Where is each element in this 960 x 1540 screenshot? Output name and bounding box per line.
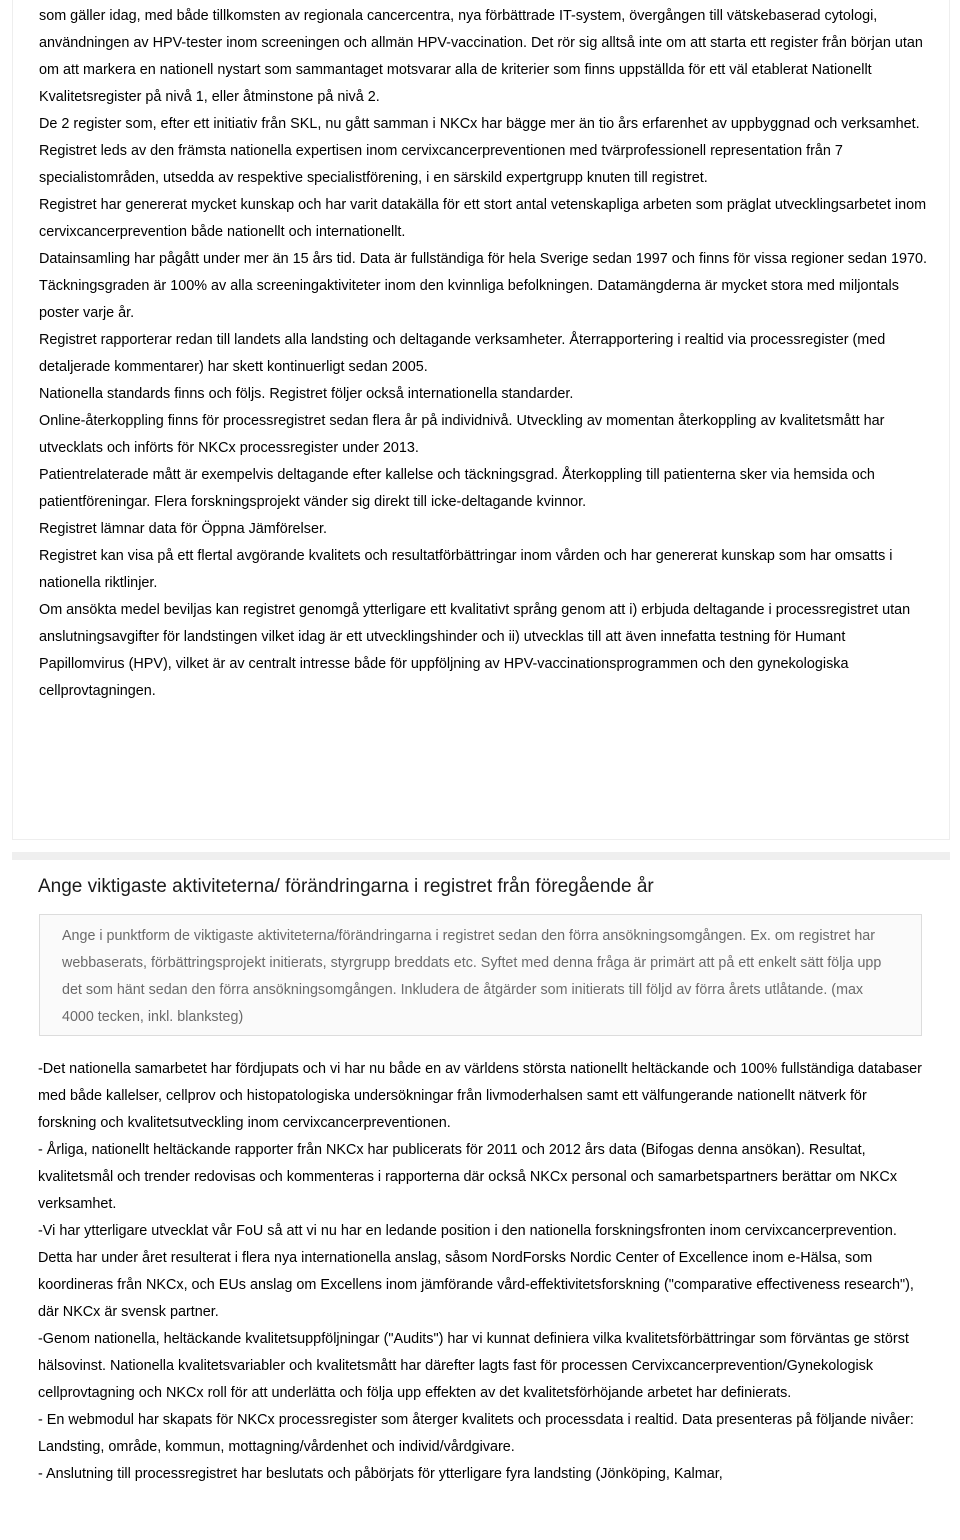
answer-paragraph: -Genom nationella, heltäckande kvalitetsuppföljningar ("Audits") har vi kunnat definiera vilka kvalitetsförbättringar som förväntas ge störst hälsovinst. Nationella kvalitetsvariabler och kvalitetsmått har därefter lagts fast för processen Cervixcancerprevention/Gynekologisk cellprovtagning och NKCx roll för att underlätta och följa upp effekten av det kvalitetsförhöjande arbetet har definierats.	[38, 1331, 909, 1401]
criteria-text-panel	[12, 0, 950, 840]
answer-paragraph: - En webmodul har skapats för NKCx processregister som återger kvalitets och processdata i realtid. Data presenteras på följande nivåer: Landsting, område, kommun, mottagning/vårdenhet och individ/vårdgivare.	[38, 1412, 914, 1455]
instruction-box	[39, 914, 922, 1036]
criteria-paragraph: Täckningsgraden är 100% av alla screeningaktiviteter inom den kvinnliga befolkningen. Datamängderna är mycket stora med miljontals poster varje år.	[39, 278, 899, 321]
criteria-paragraph: Om ansökta medel beviljas kan registret genomgå ytterligare ett kvalitativt språng genom att i) erbjuda deltagande i processregistret utan anslutningsavgifter för landstingen vilket idag är ett utvecklingshinder och ii) utvecklas till att även innefatta testning för Humant Papillomvirus (HPV), vilket är av centralt intresse både för uppföljning av HPV-vaccinationsprogrammen och den gynekologiska cellprovtagningen.	[39, 602, 911, 699]
criteria-paragraph: Registret lämnar data för Öppna Jämförelser.	[39, 521, 327, 537]
answer-paragraph: - Årliga, nationellt heltäckande rapporter från NKCx har publicerats för 2011 och 2012 års data (Bifogas denna ansökan). Resultat, kvalitetsmål och trender redovisas och kommenteras i rapporterna där också NKCx personal och samarbetspartners berättar om NKCx verksamhet.	[38, 1142, 898, 1212]
criteria-paragraph: Online-återkoppling finns för processregistret sedan flera år på individnivå. Utveckling av momentan återkoppling av kvalitetsmått har utvecklats och införts för NKCx processregister under 2013.	[39, 413, 885, 456]
activities-section	[12, 860, 950, 1540]
section-divider	[12, 852, 950, 860]
answer-paragraph: - Anslutning till processregistret har beslutats och påbörjats för ytterligare fyra landsting (Jönköping, Kalmar,	[38, 1466, 723, 1482]
criteria-paragraph: De 2 register som, efter ett initiativ från SKL, nu gått samman i NKCx har bägge mer än tio års erfarenhet av uppbyggnad och verksamhet.	[39, 116, 920, 132]
criteria-paragraph: Registret har genererat mycket kunskap och har varit datakälla för ett stort antal vetenskapliga arbeten som präglat utvecklingsarbetet inom cervixcancerprevention både nationellt och internationellt.	[39, 197, 927, 240]
criteria-paragraph: som gäller idag, med både tillkomsten av regionala cancercentra, nya förbättrade IT-system, övergången till vätskebaserad cytologi, användningen av HPV-tester inom screeningen och allmän HPV-vaccination. Det rör sig alltså inte om att starta ett register från början utan om att markera en nationell nystart som sammantaget motsvarar alla de kriterier som finns uppställda för ett väl etablerat Nationellt Kvalitetsregister på nivå 1, eller åtminstone på nivå 2.	[39, 8, 923, 105]
criteria-paragraph: Datainsamling har pågått under mer än 15 års tid. Data är fullständiga för hela Sverige sedan 1997 och finns för vissa regioner sedan 1970.	[39, 251, 927, 267]
criteria-paragraphs	[39, 3, 929, 705]
criteria-paragraph: Registret rapporterar redan till landets alla landsting och deltagande verksamheter. Återrapportering i realtid via processregister (med detaljerade kommentarer) har skett kontinuerligt sedan 2005.	[39, 332, 886, 375]
criteria-paragraph: Patientrelaterade mått är exempelvis deltagande efter kallelse och täckningsgrad. Återkoppling till patienterna sker via hemsida och patientföreningar. Flera forskningsprojekt vänder sig direkt till icke-deltagande kvinnor.	[39, 467, 875, 510]
section-heading: Ange viktigaste aktiviteterna/ förändringarna i registret från föregående år	[38, 876, 654, 897]
criteria-paragraph: Registret kan visa på ett flertal avgörande kvalitets och resultatförbättringar inom vården och har genererat kunskap som har omsatts i nationella riktlinjer.	[39, 548, 893, 591]
instruction-text: Ange i punktform de viktigaste aktiviteterna/förändringarna i registret sedan den förra ansökningsomgången. Ex. om registret har webbaserats, förbättringsprojekt initierats, styrgrupp breddats etc. Syftet med denna fråga är primärt att på ett enkelt sätt följa upp det som hänt sedan den förra ansökningsomgången. Inkludera de åtgärder som initierats till följd av förra årets utlåtande. (max 4000 tecken, inkl. blanksteg)	[62, 928, 882, 1025]
criteria-paragraph: Registret leds av den främsta nationella expertisen inom cervixcancerpreventionen med tvärprofessionell representation från 7 specialistområden, utsedda av respektive specialistförening, i en särskild expertgrupp knuten till registret.	[39, 143, 843, 186]
answer-text	[38, 1056, 928, 1488]
criteria-paragraph: Nationella standards finns och följs. Registret följer också internationella standarder.	[39, 386, 574, 402]
answer-paragraph: -Det nationella samarbetet har fördjupats och vi har nu både en av världens största nationellt heltäckande och 100% fullständiga databaser med både kallelser, cellprov och histopatologiska undersökningar från livmoderhalsen samt ett välfungerande nationellt nätverk för forskning och kvalitetsutveckling inom cervixcancerpreventionen.	[38, 1061, 922, 1131]
answer-paragraph: -Vi har ytterligare utvecklat vår FoU så att vi nu har en ledande position i den nationella forskningsfronten inom cervixcancerprevention. Detta har under året resulterat i flera nya internationella anslag, såsom NordForsks Nordic Center of Excellence inom e-Hälsa, som koordineras från NKCx, och EUs anslag om Excellens inom jämförande vård-effektivitetsforskning ("comparative effectiveness research"), där NKCx är svensk partner.	[38, 1223, 914, 1320]
